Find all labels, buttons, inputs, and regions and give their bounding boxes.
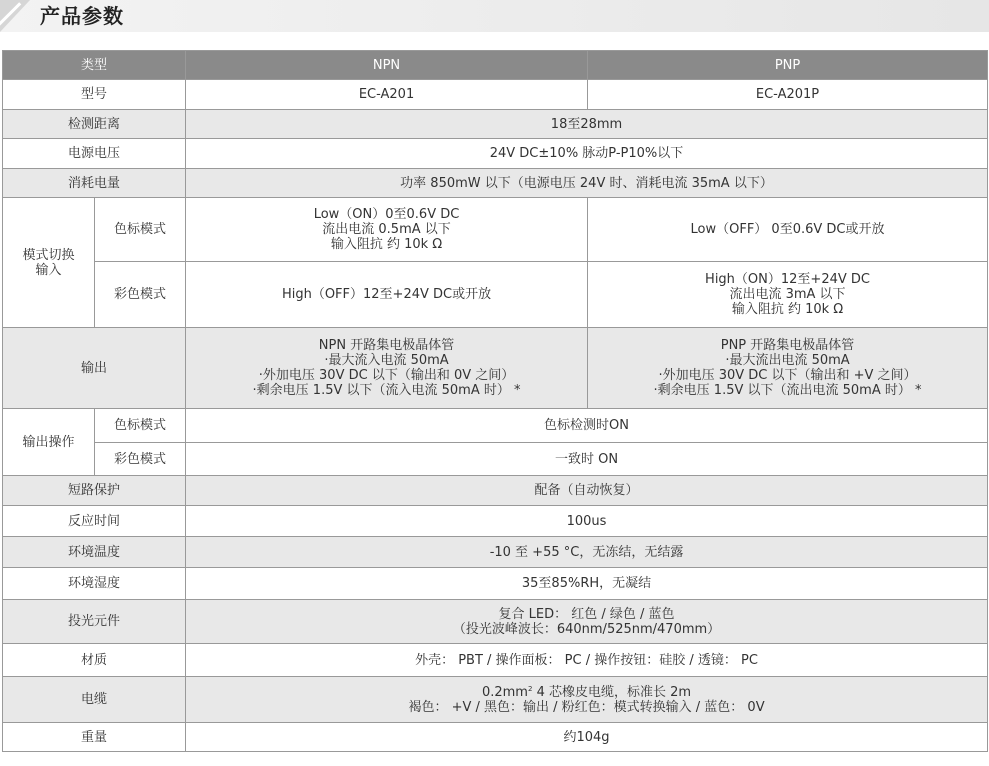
response-value: 100us	[186, 506, 988, 537]
row-output	[3, 328, 988, 409]
text-line: Low（ON）0至0.6V DC	[313, 207, 460, 222]
row-label: 输出	[3, 328, 186, 409]
row-label: 重量	[3, 723, 186, 752]
superscript: 2	[527, 684, 533, 693]
spec-table	[2, 50, 988, 752]
mode-mark-npn	[186, 198, 588, 262]
power-value: 功率 850mW 以下（电源电压 24V 时、消耗电流 35mA 以下）	[186, 169, 988, 198]
header-type: 类型	[3, 51, 186, 80]
row-label: 电缆	[3, 677, 186, 723]
header-npn: NPN	[186, 51, 588, 80]
mode-color-label: 彩色模式	[95, 262, 186, 328]
row-material	[3, 644, 988, 677]
row-output-op-color	[3, 443, 988, 476]
text-line: ·外加电压 30V DC 以下（输出和 +V 之间）	[658, 368, 917, 383]
row-humidity	[3, 568, 988, 600]
model-npn: EC-A201	[186, 80, 588, 110]
voltage-value: 24V DC±10% 脉动P-P10%以下	[186, 139, 988, 169]
output-op-mark-label: 色标模式	[95, 409, 186, 443]
row-mode-color	[3, 262, 988, 328]
output-op-label: 输出操作	[3, 409, 95, 476]
output-op-color-label: 彩色模式	[95, 443, 186, 476]
row-response	[3, 506, 988, 537]
text-line: NPN 开路集电极晶体管	[318, 338, 455, 353]
text-line: ·剩余电压 1.5V 以下（流出电流 50mA 时） *	[653, 383, 922, 398]
row-label: 电源电压	[3, 139, 186, 169]
row-model	[3, 80, 988, 110]
mode-color-pnp	[588, 262, 988, 328]
row-label: 短路保护	[3, 476, 186, 506]
text-line: 复合 LED： 红色 / 绿色 / 蓝色	[498, 606, 675, 622]
text-line: ·剩余电压 1.5V 以下（流入电流 50mA 时） *	[252, 383, 521, 398]
distance-value: 18至28mm	[186, 110, 988, 139]
output-npn	[186, 328, 588, 409]
mode-color-npn: High（OFF）12至+24V DC或开放	[186, 262, 588, 328]
mode-mark-pnp: Low（OFF） 0至0.6V DC或开放	[588, 198, 988, 262]
row-cable	[3, 677, 988, 723]
mode-input-label-line: 模式切换	[22, 247, 75, 263]
mode-mark-label: 色标模式	[95, 198, 186, 262]
row-weight	[3, 723, 988, 752]
row-temp	[3, 537, 988, 568]
row-label: 材质	[3, 644, 186, 677]
weight-value: 约104g	[186, 723, 988, 752]
text-line: ·外加电压 30V DC 以下（输出和 0V 之间）	[258, 368, 515, 383]
section-title: 产品参数	[40, 4, 124, 28]
row-power	[3, 169, 988, 198]
row-distance	[3, 110, 988, 139]
table-header-row	[3, 51, 988, 80]
text-line: ·最大流出电流 50mA	[725, 353, 850, 368]
output-pnp	[588, 328, 988, 409]
row-mode-mark	[3, 198, 988, 262]
section-title-bar	[0, 0, 989, 32]
text-line: 输入阻抗 约 10k Ω	[731, 302, 844, 317]
row-label: 型号	[3, 80, 186, 110]
short-value: 配备（自动恢复）	[186, 476, 988, 506]
row-emitter	[3, 600, 988, 644]
row-short	[3, 476, 988, 506]
text-line: 输入阻抗 约 10k Ω	[330, 237, 443, 252]
mode-input-label-line: 输入	[35, 262, 62, 278]
output-op-color-value: 一致时 ON	[186, 443, 988, 476]
text-line	[190, 685, 983, 700]
model-pnp: EC-A201P	[588, 80, 988, 110]
row-label: 检测距离	[3, 110, 186, 139]
text-line: 流出电流 0.5mA 以下	[322, 222, 451, 237]
material-value: 外壳： PBT / 操作面板： PC / 操作按钮：硅胶 / 透镜： PC	[186, 644, 988, 677]
row-voltage	[3, 139, 988, 169]
text-line: 流出电流 3mA 以下	[729, 287, 846, 302]
emitter-value	[186, 600, 988, 644]
row-label: 投光元件	[3, 600, 186, 644]
humidity-value: 35至85%RH，无凝结	[186, 568, 988, 600]
row-label: 环境温度	[3, 537, 186, 568]
text-line: High（ON）12至+24V DC	[705, 272, 870, 287]
row-label: 环境湿度	[3, 568, 186, 600]
cable-desc: 4 芯橡皮电缆，标准长 2m	[532, 684, 692, 700]
row-label: 反应时间	[3, 506, 186, 537]
output-op-mark-value: 色标检测时ON	[186, 409, 988, 443]
header-pnp: PNP	[588, 51, 988, 80]
cable-value	[186, 677, 988, 723]
text-line: ·最大流入电流 50mA	[324, 353, 449, 368]
row-output-op-mark	[3, 409, 988, 443]
mode-input-label	[3, 198, 95, 328]
text-line: PNP 开路集电极晶体管	[720, 338, 855, 353]
text-line: 褐色： +V / 黑色：输出 / 粉红色：模式转换输入 / 蓝色： 0V	[408, 699, 765, 715]
text-line: （投光波峰波长：640nm/525nm/470mm）	[452, 621, 721, 637]
temp-value: -10 至 +55 °C，无冻结，无结露	[186, 537, 988, 568]
row-label: 消耗电量	[3, 169, 186, 198]
cable-size: 0.2mm	[481, 684, 528, 700]
